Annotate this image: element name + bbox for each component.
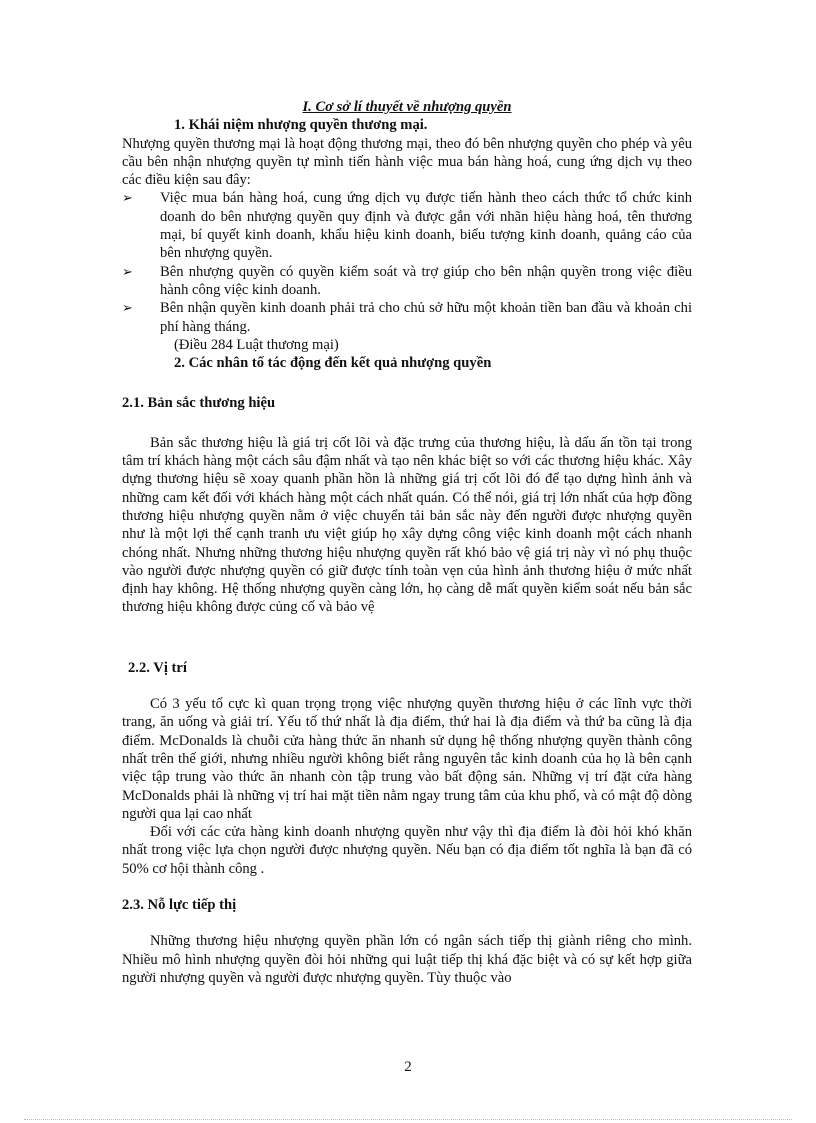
- arrow-bullet-icon: ➢: [122, 300, 133, 316]
- heading-1: 1. Khái niệm nhượng quyền thương mại.: [174, 117, 428, 134]
- page-bottom-divider: [24, 1119, 792, 1120]
- list-item: [122, 299, 692, 336]
- intro-paragraph: Nhượng quyền thương mại là hoạt động thương mại, theo đó bên nhượng quyền cho phép và yêu cầu bên nhận nhượng quyền tự mình tiến hành việc mua bán hàng hoá, cung ứng dịch vụ theo các điều kiện sau đây:: [122, 135, 692, 189]
- list-item-text: Việc mua bán hàng hoá, cung ứng dịch vụ được tiến hành theo cách thức tổ chức kinh doanh do bên nhượng quyền quy định và được gắn với nhãn hiệu hàng hoá, tên thương mại, bí quyết kinh doanh, khẩu hiệu kinh doanh, biểu tượng kinh doanh, quảng cáo của bên nhượng quyền.: [160, 190, 692, 262]
- subsection-title-2-2: 2.2. Vị trí: [128, 659, 187, 676]
- paragraph-location-2: Đối với các cửa hàng kinh doanh nhượng quyền như vậy thì địa điểm là đòi hỏi khó khăn nhất trong việc lựa chọn người được nhượng quyền. Nếu bạn có địa điểm tốt nghĩa là bạn đã có 50% cơ hội thành công .: [122, 824, 692, 877]
- paragraph-marketing: Những thương hiệu nhượng quyền phần lớn có ngân sách tiếp thị giành riêng cho mình. Nhiều mô hình nhượng quyền đòi hỏi những qui luật tiếp thị khá đặc biệt và có sự kết hợp giữa người nhượng quyền và người được nhượng quyền. Tùy thuộc vào: [122, 933, 692, 986]
- conditions-list: [122, 189, 692, 335]
- list-item: [122, 189, 692, 262]
- paragraph-location-1: Có 3 yếu tố cực kì quan trọng trọng việc nhượng quyền thương hiệu ở các lĩnh vực thời trang, ăn uống và giải trí. Yếu tố thứ nhất là địa điểm, thứ hai là địa điểm và thứ ba cũng là địa điểm. McDonalds là chuỗi cửa hàng thức ăn nhanh sử dụng hệ thống nhượng quyền thành công nhất trên thế giới, nhưng nhiều người không biết rằng nguyên tắc kinh doanh của họ là bên cạnh việc tập trung vào thức ăn nhanh còn tập trung vào bất động sản. Những vị trí đặt cửa hàng McDonalds phải là những vị trí hai mặt tiền nằm ngay trung tâm của khu phố, và có mật độ dòng người qua lại cao nhất: [122, 696, 692, 822]
- list-item-text: Bên nhượng quyền có quyền kiểm soát và trợ giúp cho bên nhận quyền trong việc điều hành công việc kinh doanh.: [160, 263, 692, 298]
- paragraph-brand-identity: Bản sắc thương hiệu là giá trị cốt lõi và đặc trưng của thương hiệu, là dấu ấn tồn tại trong tâm trí khách hàng một cách sâu đậm nhất và tạo nên khác biệt so với các thương hiệu khác. Xây dựng thương hiệu sẽ xoay quanh phần hồn là những giá trị cốt lõi đó để tạo dựng hình ảnh và những cam kết đối với khách hàng một cách nhất quán. Có thể nói, giá trị lớn nhất của hợp đồng thương hiệu nhượng quyền nằm ở việc chuyển tải bản sắc này đến người được nhượng quyền như là một lợi thế cạnh tranh ưu việt giúp họ xây dựng công việc kinh doanh một cách nhanh chóng nhất. Nhưng những thương hiệu nhượng quyền rất khó bảo vệ giá trị này vì nó phụ thuộc vào người được nhượng quyền có giữ được tính toàn vẹn của hình ảnh thương hiệu ở mức nhất định hay không. Hệ thống nhượng quyền càng lớn, họ càng dễ mất quyền kiểm soát nếu bản sắc thương hiệu không được củng cố và bảo vệ: [122, 434, 692, 616]
- subsection-title-2-1: 2.1. Bản sắc thương hiệu: [122, 395, 276, 412]
- page-number: 2: [404, 1059, 412, 1075]
- arrow-bullet-icon: ➢: [122, 263, 133, 279]
- heading-2: 2. Các nhân tố tác động đến kết quả nhượng quyền: [174, 355, 492, 372]
- list-item-text: Bên nhận quyền kinh doanh phải trả cho chủ sở hữu một khoản tiền ban đầu và khoản chi phí hàng tháng.: [160, 300, 692, 335]
- law-reference: (Điều 284 Luật thương mại): [174, 336, 339, 353]
- section-title: I. Cơ sở lí thuyết về nhượng quyền: [302, 99, 512, 115]
- arrow-bullet-icon: ➢: [122, 190, 133, 206]
- document-body: [122, 98, 692, 987]
- list-item: [122, 263, 692, 300]
- subsection-title-2-3: 2.3. Nỗ lực tiếp thị: [122, 896, 237, 913]
